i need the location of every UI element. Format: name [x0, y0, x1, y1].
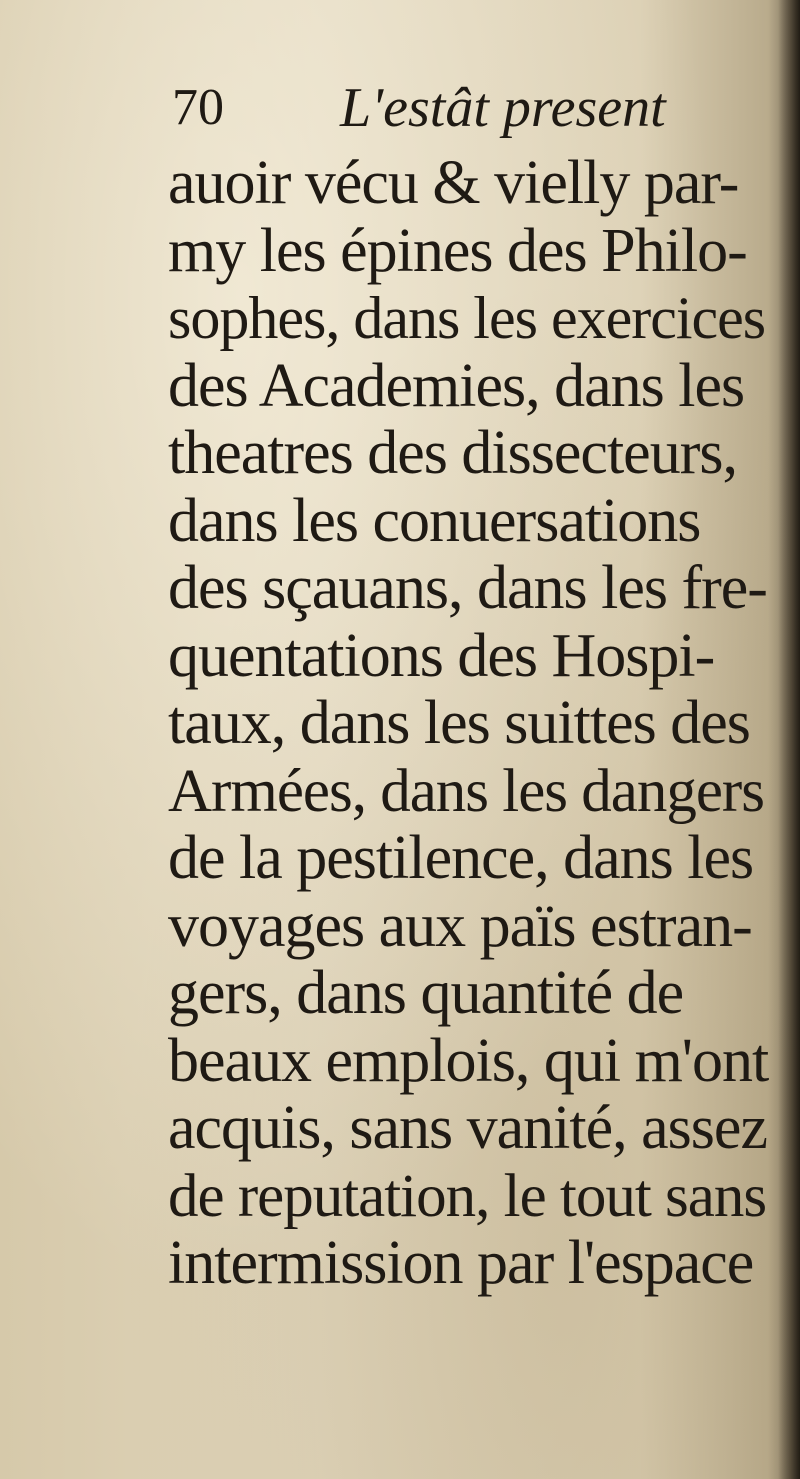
body-text — [168, 150, 768, 1298]
page-header — [172, 72, 732, 152]
text-line: my les épines des Philo- — [168, 216, 747, 285]
text-line: des sçauans, dans les fre- — [168, 554, 767, 622]
text-line: beaux emplois, qui m'ont — [168, 1026, 769, 1095]
text-line: auoir vécu & vielly par- — [168, 149, 739, 217]
text-line: theatres des dissecteurs, — [168, 419, 737, 487]
gutter-shadow — [778, 0, 800, 1479]
text-line: taux, dans les suittes des — [168, 689, 750, 757]
text-line: de la pestilence, dans les — [168, 824, 754, 892]
text-line: gers, dans quantité de — [168, 959, 684, 1027]
text-line: acquis, sans vanité, assez — [168, 1094, 767, 1162]
text-line: dans les conuersations — [168, 486, 701, 555]
text-line: de reputation, le tout sans — [168, 1162, 767, 1230]
text-line: des Academies, dans les — [168, 351, 745, 420]
page-number: 70 — [172, 79, 224, 136]
running-title: L'estât present — [340, 77, 666, 139]
text-line: sophes, dans les exercices — [168, 285, 766, 351]
text-line: voyages aux païs estran- — [168, 891, 752, 960]
text-line: Armées, dans les dangers — [168, 757, 764, 825]
text-line: intermission par l'espace — [168, 1229, 754, 1297]
text-line: quentations des Hospi- — [168, 621, 715, 690]
